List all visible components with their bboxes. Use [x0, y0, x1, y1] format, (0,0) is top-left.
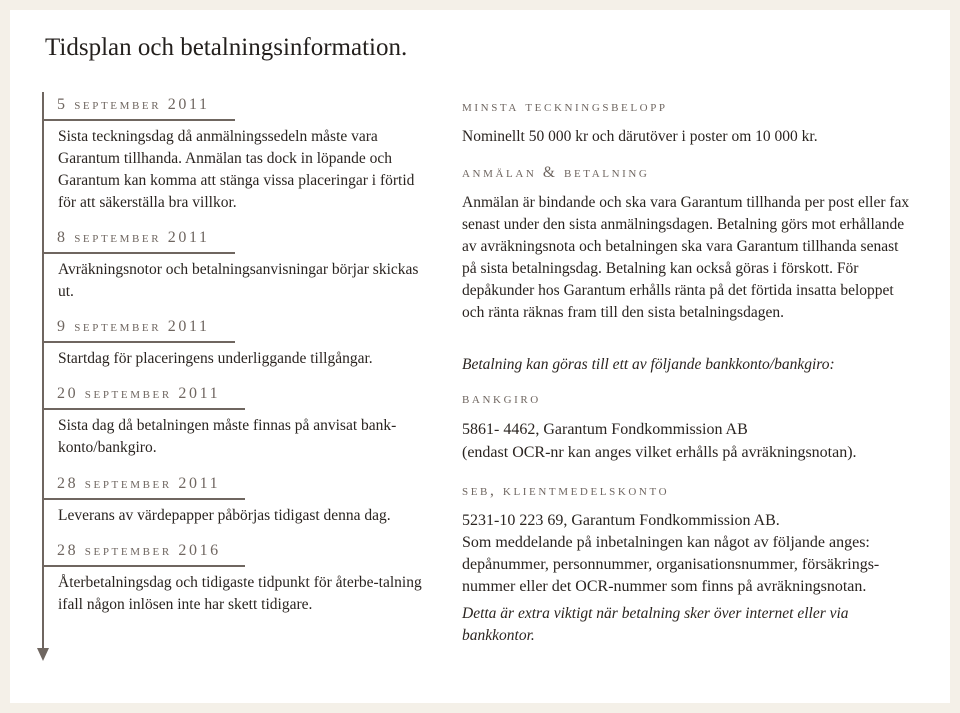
minsta-heading: minsta teckningsbelopp: [462, 98, 668, 115]
timeline-text: Avräkningsnotor och betalningsanvisningar börjar skickas ut.: [58, 261, 419, 300]
timeline-connector: [42, 408, 245, 410]
timeline-date: 9 september 2011: [57, 318, 210, 335]
bankgiro-heading: bankgiro: [462, 390, 541, 407]
timeline-connector: [42, 119, 235, 121]
timeline-text: Startdag för placeringens underliggande tillgångar.: [58, 350, 373, 367]
seb-italic-note: Detta är extra viktigt när betalning sker över internet eller via bankkontor.: [462, 605, 849, 644]
timeline-date: 8 september 2011: [57, 229, 210, 246]
seb-account: 5231-10 223 69, Garantum Fondkommission AB.: [462, 512, 780, 529]
timeline-date: 5 september 2011: [57, 96, 210, 113]
timeline-connector: [42, 565, 245, 567]
bankgiro-account: 5861- 4462, Garantum Fondkommission AB: [462, 421, 748, 438]
timeline-text: Leverans av värdepapper påbörjas tidigast denna dag.: [58, 507, 391, 524]
minsta-text: Nominellt 50 000 kr och därutöver i poster om 10 000 kr.: [462, 128, 818, 145]
timeline-date-row: [42, 96, 210, 114]
timeline-text: Sista teckningsdag då anmälningssedeln måste vara Garantum tillhanda. Anmälan tas dock in löpande och Garantum kan komma att stänga vissa placeringar i förtid för att säkerställa bra villkor.: [58, 128, 415, 211]
timeline-connector: [42, 252, 235, 254]
timeline-date-row: [42, 318, 210, 336]
timeline-text: Återbetalningsdag och tidigaste tidpunkt för återbe-talning ifall någon inlösen inte har skett tidigare.: [58, 574, 422, 613]
timeline-connector: [42, 341, 235, 343]
timeline-date-row: [42, 475, 220, 493]
timeline-date: 28 september 2016: [57, 542, 221, 559]
bankgiro-note: (endast OCR-nr kan anges vilket erhålls på avräkningsnotan).: [462, 444, 857, 461]
anmalan-text: Anmälan är bindande och ska vara Garantum tillhanda per post eller fax senast under den sista anmälningsdagen. Betalning görs mot erhållande av avräkningsnota och betalningen ska vara Garantum tillhanda senast på sista betalningsdag. Betalning kan också göras i förskott. För depåkunder hos Garantum erhålls ränta på det förtida insatta beloppet och ränta räknas fram till den sista betalningsdagen.: [462, 194, 910, 321]
timeline-date-row: [42, 542, 221, 560]
page-title: Tidsplan och betalningsinformation.: [45, 34, 408, 61]
timeline-date-row: [42, 385, 220, 403]
timeline-date: 28 september 2011: [57, 475, 221, 492]
timeline-date: 20 september 2011: [57, 385, 221, 402]
anmalan-heading: anmälan & betalning: [462, 164, 650, 181]
timeline-arrow-icon: [37, 648, 49, 661]
timeline-text: Sista dag då betalningen måste finnas på anvisat bank-konto/bankgiro.: [58, 417, 397, 456]
timeline-connector: [42, 498, 245, 500]
timeline-date-row: [42, 229, 210, 247]
seb-heading: seb, klientmedelskonto: [462, 482, 670, 499]
anmalan-italic-note: Betalning kan göras till ett av följande bankkonto/bankgiro:: [462, 356, 835, 373]
seb-text: Som meddelande på inbetalningen kan något av följande anges: depånummer, personnummer, organisationsnummer, försäkrings-nummer eller det OCR-nummer som finns på avräkningsnotan.: [462, 534, 880, 595]
